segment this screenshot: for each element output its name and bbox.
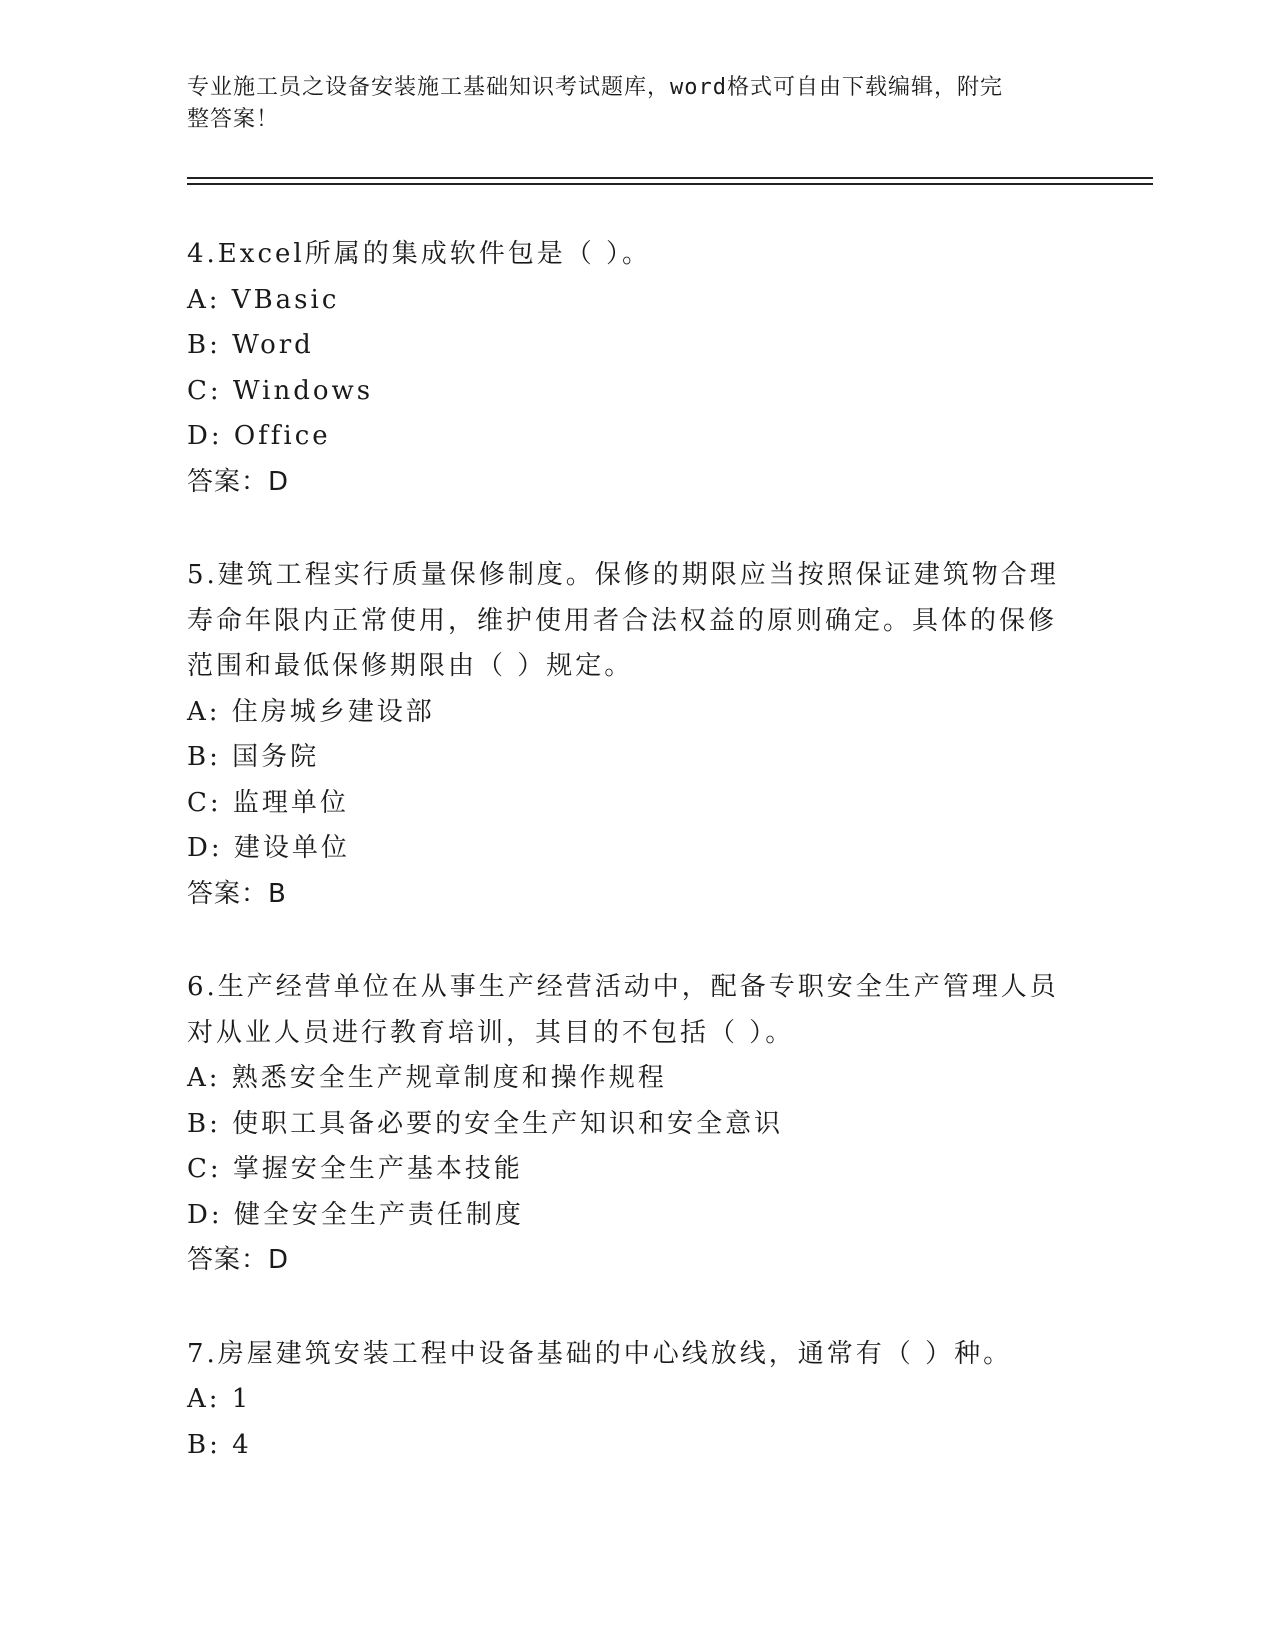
question-list — [187, 232, 1087, 1516]
question-text-line-1: 6.生产经营单位在从事生产经营活动中，配备专职安全生产管理人员 — [187, 972, 1059, 1002]
option-d: D: Office — [187, 421, 331, 451]
option-a: A: 住房城乡建设部 — [187, 696, 435, 727]
document-header — [187, 72, 1067, 136]
header-divider-bottom — [187, 183, 1153, 185]
option-b: B: 使职工具备必要的安全生产知识和安全意识 — [187, 1108, 784, 1139]
question-text-line-1: 5.建筑工程实行质量保修制度。保修的期限应当按照保证建筑物合理 — [187, 560, 1059, 590]
option-a: A: VBasic — [187, 284, 340, 315]
question-4 — [187, 232, 1087, 505]
question-6 — [187, 965, 1087, 1284]
header-divider-top — [187, 177, 1153, 179]
question-text-line-3: 范围和最低保修期限由（ ）规定。 — [187, 651, 634, 681]
answer-label: 答案：B — [187, 878, 287, 909]
answer-label: 答案：D — [187, 466, 290, 497]
option-a: A: 1 — [187, 1384, 252, 1414]
option-b: B: Word — [187, 330, 314, 360]
option-d: D: 建设单位 — [187, 833, 350, 863]
option-b: B: 4 — [187, 1429, 252, 1460]
question-7 — [187, 1332, 1087, 1469]
question-text: 7.房屋建筑安装工程中设备基础的中心线放线，通常有（ ）种。 — [187, 1338, 1013, 1369]
option-c: C: Windows — [187, 375, 374, 406]
option-a: A: 熟悉安全生产规章制度和操作规程 — [187, 1063, 667, 1093]
option-b: B: 国务院 — [187, 742, 320, 772]
question-text: 4.Excel所属的集成软件包是（ ）。 — [187, 239, 651, 269]
option-d: D: 健全安全生产责任制度 — [187, 1199, 524, 1230]
header-line-2: 整答案！ — [187, 107, 280, 132]
question-5 — [187, 553, 1087, 917]
header-line-1: 专业施工员之设备安装施工基础知识考试题库，word格式可自由下载编辑，附完 — [187, 75, 1003, 100]
question-text-line-2: 寿命年限内正常使用，维护使用者合法权益的原则确定。具体的保修 — [187, 605, 1058, 636]
option-c: C: 掌握安全生产基本技能 — [187, 1154, 523, 1184]
question-text-line-2: 对从业人员进行教育培训，其目的不包括（ ）。 — [187, 1017, 795, 1048]
option-c: C: 监理单位 — [187, 787, 349, 818]
answer-label: 答案：D — [187, 1245, 290, 1275]
